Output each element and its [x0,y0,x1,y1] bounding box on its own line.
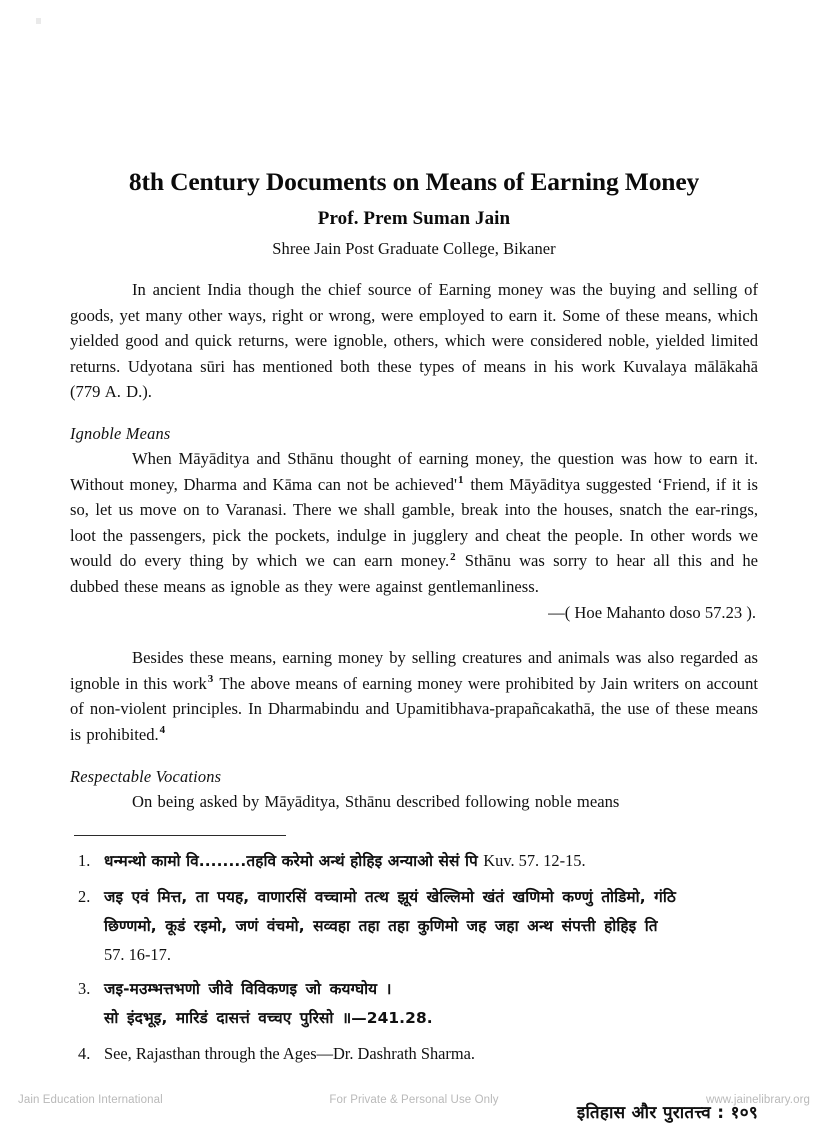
footnote-1-devanagari: धन्मन्थो कामो वि........तहवि करेमो अन्थं होहिइ अन्याओ सेसं पि [104,852,484,871]
footnote-3-devanagari-line1: जइ-मउम्भत्तभणो जीवे विविकणइ जो कयग्घोय । [104,980,392,999]
footnote-body-4: See, Rajasthan through the Ages—Dr. Dashrath Sharma. [104,1044,475,1064]
intro-paragraph: In ancient India though the chief source of Earning money was the buying and selling of goods, yet many other ways, right or wrong, were employed to earn it. Some of these means, which yielded good and quick returns, were ignoble, others, which were considered noble, yielded limited returns. Udyotana sūri has mentioned both these types of means in his work Kuvalaya mālākahā (779 A. D.). [70,280,758,402]
footnote-ref-1: 1 [458,474,464,487]
footnote-body-2 [104,883,758,968]
besides-text-part2: The above means of earning money were prohibited by Jain writers on account of non-violent principles. In Dharmabindu and Upamitibhava-prapañcakathā, the use of these means is prohibited. [70,673,758,744]
scan-footer-middle: For Private & Personal Use Only [329,1094,499,1106]
footnote-3-devanagari-line2: सो इंदभूइ, मारिडं दासत्तं वच्चए पुरिसो ॥—241.28. [104,1009,433,1028]
footnote-item-4 [70,1040,758,1067]
source-attribution: —( Hoe Mahanto doso 57.23 ). [548,602,756,622]
page-title: 8th Century Documents on Means of Earning Money [128,167,700,196]
footnote-2-devanagari-line1: जइ एवं मित्त, ता पयह, वाणारसिं वच्चामो तत्थ झूयं खेल्लिमो खंतं खणिमो कण्णुं तोडिमो, गंठि [104,888,676,907]
footnote-ref-2: 2 [450,550,456,563]
footnote-number-4: 4. [78,1044,91,1064]
author-affiliation: Shree Jain Post Graduate College, Bikaner [272,239,556,259]
footnote-2-citation: 57. 16-17. [104,945,171,965]
article-body [70,259,758,814]
footnote-2-devanagari-line2: छिण्णमो, कूडं रइमो, जणं वंचमो, सव्वहा तहा तहा कुणिमो जह जहा अन्थ संपत्ती होहिइ ति [104,917,658,936]
footnote-ref-3: 3 [207,673,214,686]
scan-watermark-footer [0,1090,828,1110]
footnote-body-3 [104,975,758,1033]
ignoble-text-part3: Sthānu was sorry to hear all this and he dubbed these means as ignoble as they were against gentlemanliness. [70,551,758,596]
footnote-item-3 [70,975,758,1033]
section-heading-ignoble-means: Ignoble Means [70,423,171,443]
ignoble-text-part1: When Māyāditya and Sthānu thought of earning money, the question was how to earn it. Without money, Dharma and Kāma can not be achieved' [70,448,758,494]
author-name: Prof. Prem Suman Jain [317,208,511,230]
footnote-ref-4: 4 [159,724,166,737]
footnote-number-3: 3. [78,979,91,999]
footnote-item-2 [70,883,758,968]
running-footer-journal-and-page: इतिहास और पुरातत्त्व : १०९ [576,1103,758,1123]
scan-footer-right[interactable]: www.jainelibrary.org [705,1094,810,1106]
scan-footer-left: Jain Education International [18,1094,163,1106]
ignoble-text-part2: them Māyāditya suggested ‘Friend, if it is so, let us move on to Varanasi. There we shall gamble, break into the houses, snatch the ear-rings, loot the passengers, pick the pockets, indulge in jugglery and cheat the people. In other words we would do every thing by which we can earn money. [70,474,758,571]
footnote-list [70,836,758,1067]
footnote-1-citation: Kuv. 57. 12-15. [483,851,586,871]
respectable-vocations-paragraph: On being asked by Māyāditya, Sthānu described following noble means [132,791,620,811]
section-heading-respectable-vocations: Respectable Vocations [70,766,222,786]
footnote-number-1: 1. [78,851,91,871]
besides-text-part1: Besides these means, earning money by selling creatures and animals was also regarded as ignoble in this work [70,648,758,693]
footnote-number-2: 2. [78,887,91,907]
ignoble-means-paragraph [70,446,758,600]
footnote-item-1 [70,847,758,876]
besides-paragraph [70,645,758,747]
footnote-body-1 [104,847,758,876]
